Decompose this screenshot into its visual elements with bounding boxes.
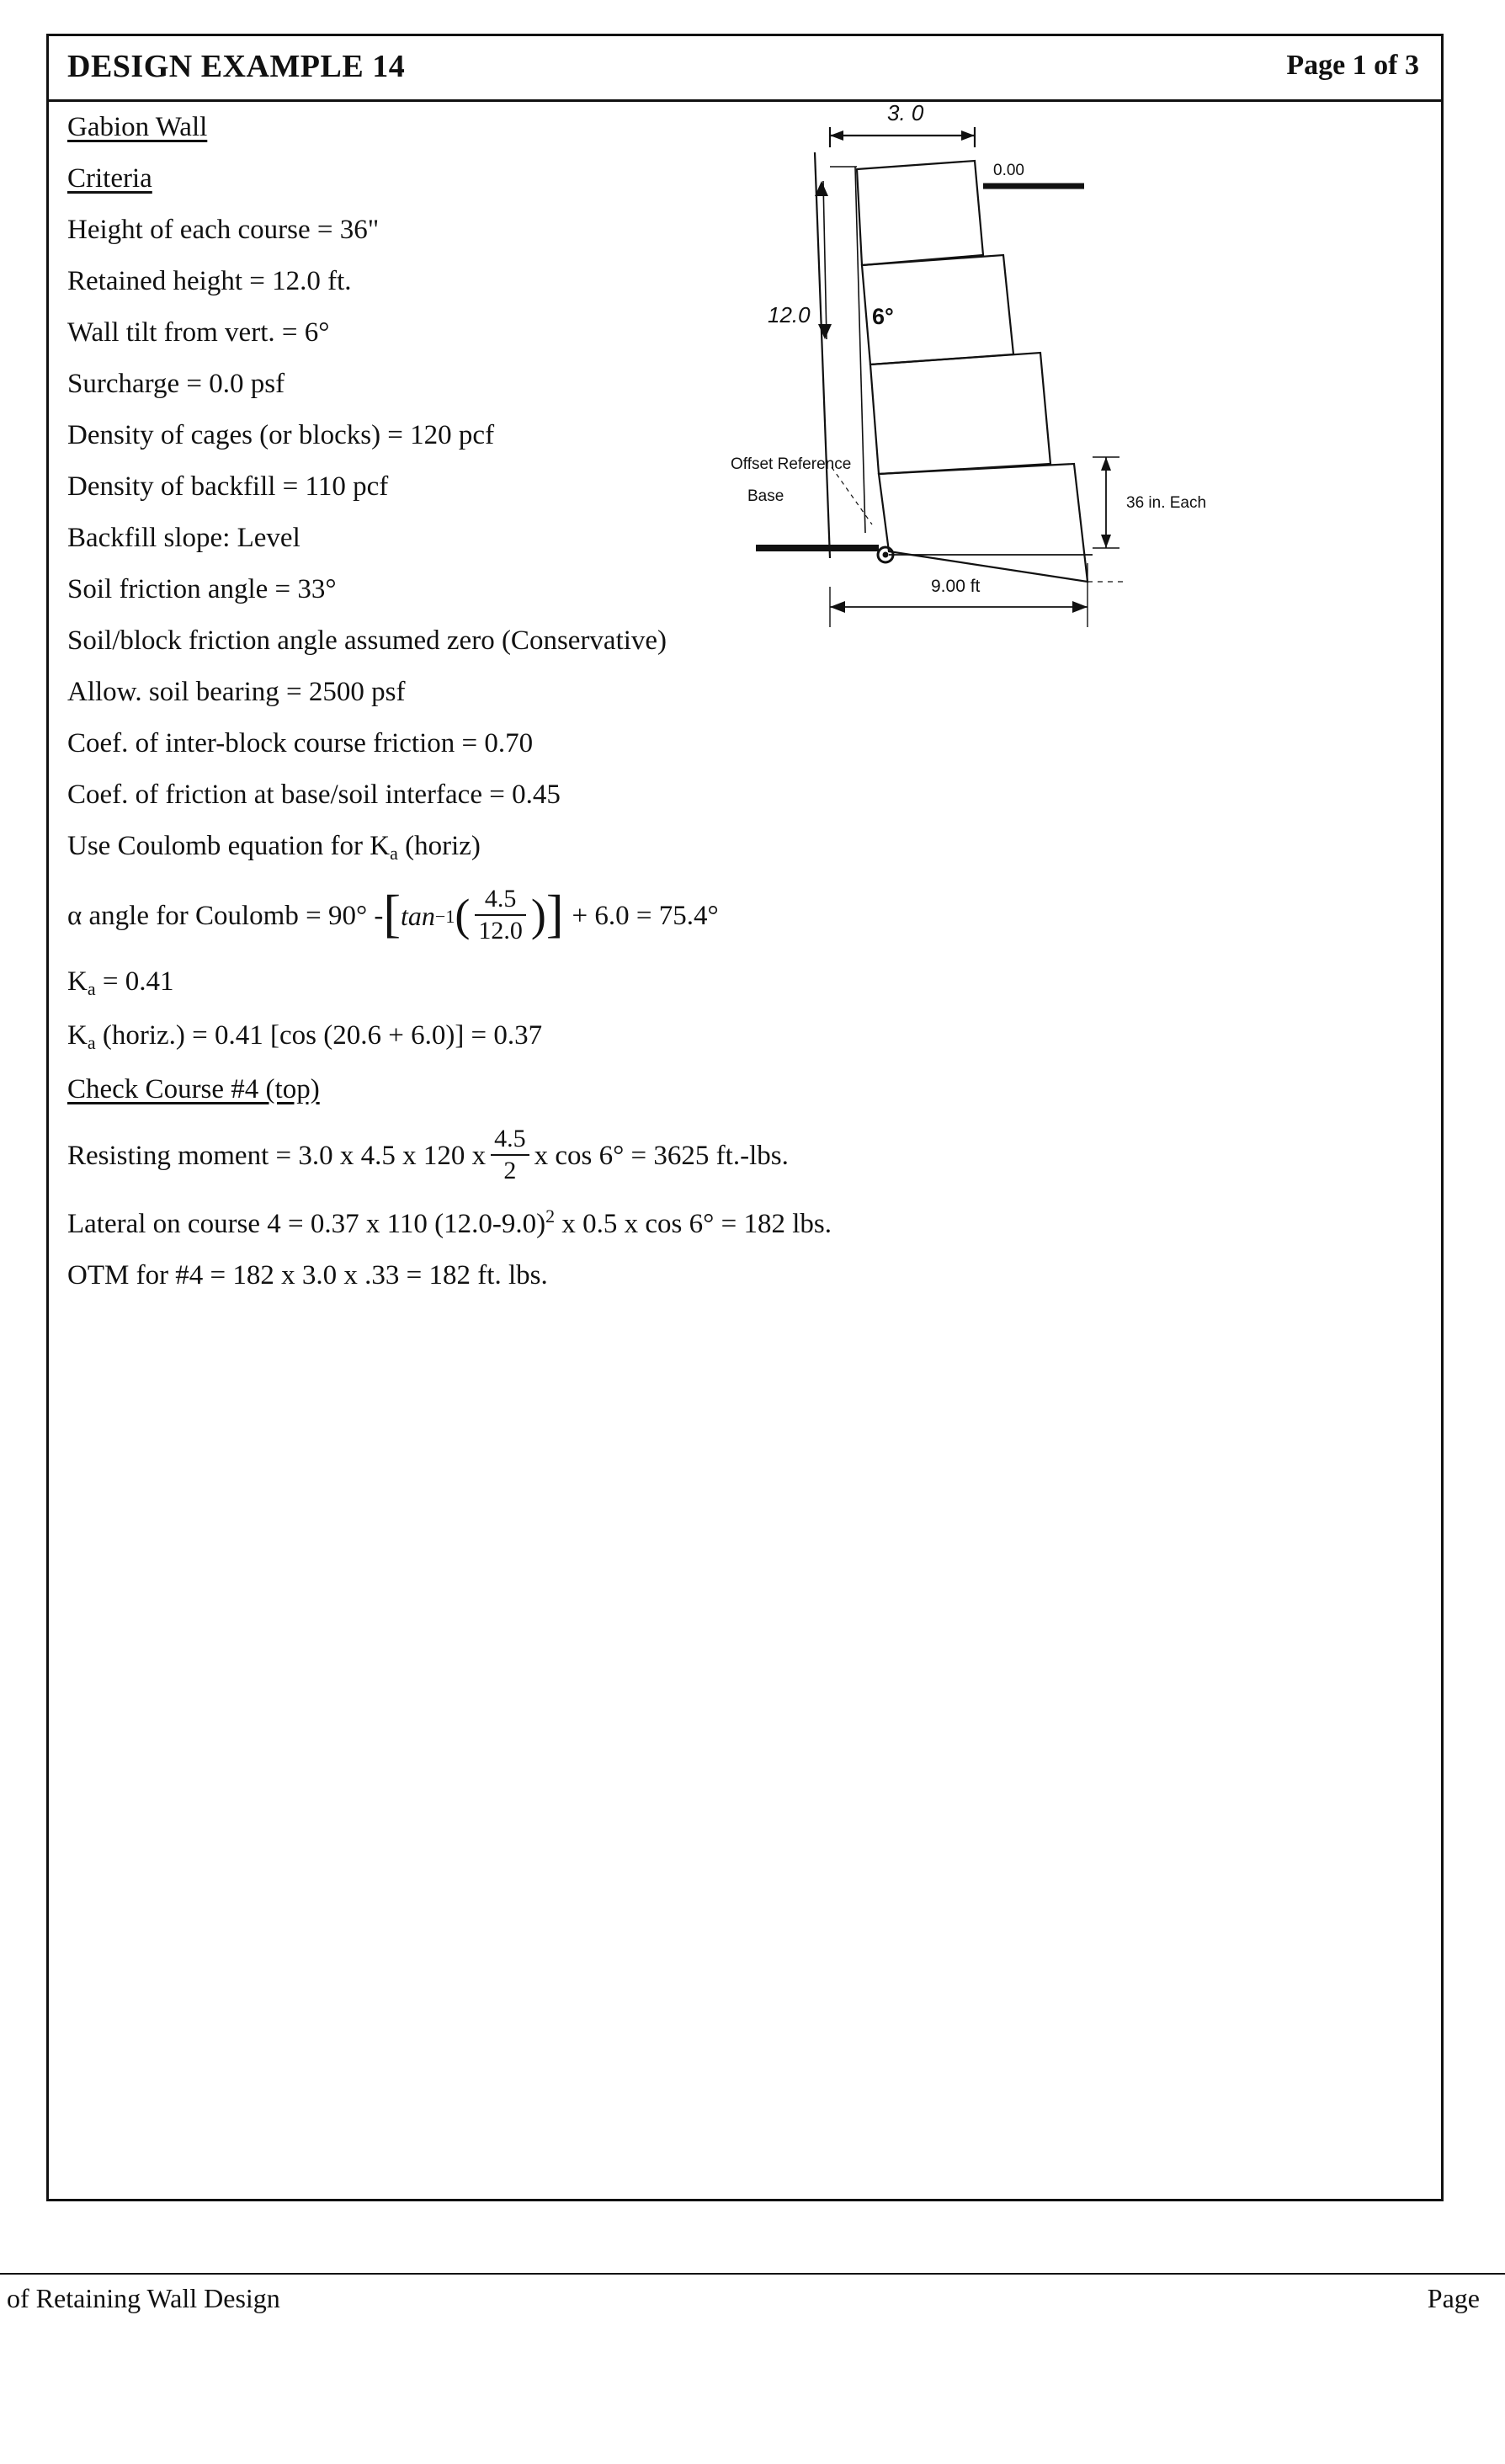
criteria-item-interblock-friction: Coef. of inter-block course friction = 0.70 bbox=[67, 728, 534, 758]
resisting-moment-equation bbox=[67, 1127, 1010, 1185]
alpha-fraction bbox=[475, 886, 526, 944]
ka-horiz-prefix: K bbox=[67, 1020, 88, 1051]
alpha-fraction-bar bbox=[475, 914, 526, 916]
section-heading-gabion-wall: Gabion Wall bbox=[67, 112, 208, 142]
lateral-lead: Lateral on course 4 = 0.37 x 110 (12.0-9.0) bbox=[67, 1209, 546, 1239]
alpha-fraction-denominator: 12.0 bbox=[478, 916, 523, 945]
label-top-elevation: 0.00 bbox=[993, 162, 1024, 179]
coulomb-note-prefix: Use Coulomb equation for K bbox=[67, 831, 391, 861]
ka-prefix: K bbox=[67, 966, 88, 997]
dim-height-arrow-mid bbox=[818, 324, 832, 339]
criteria-item-base-soil-friction: Coef. of friction at base/soil interface = 0.45 bbox=[67, 780, 561, 810]
alpha-equation-tail: + 6.0 = 75.4° bbox=[572, 901, 719, 931]
criteria-item-soil-block-friction: Soil/block friction angle assumed zero (Conservative) bbox=[67, 625, 667, 656]
ka-subscript: a bbox=[87, 978, 96, 999]
document-frame bbox=[46, 34, 1444, 2201]
criteria-item-wall-tilt: Wall tilt from vert. = 6° bbox=[67, 317, 330, 348]
alpha-equation-lead: α angle for Coulomb = 90° - bbox=[67, 901, 384, 931]
ka-horiz-suffix: (horiz.) = 0.41 [cos (20.6 + 6.0)] = 0.37 bbox=[95, 1020, 543, 1051]
dim-height-line bbox=[823, 181, 827, 339]
footer-right-text: Page bbox=[1427, 2283, 1480, 2313]
resisting-moment-fraction-bar bbox=[491, 1154, 529, 1156]
resisting-moment-fraction bbox=[491, 1126, 529, 1184]
resisting-moment-tail: x cos 6° = 3625 ft.-lbs. bbox=[534, 1141, 789, 1171]
course-2-block bbox=[870, 353, 1050, 474]
dim-arrow-left bbox=[830, 130, 843, 141]
left-paren: ( bbox=[455, 889, 471, 940]
dim-arrow-right bbox=[961, 130, 975, 141]
label-offset-reference: Offset Reference bbox=[731, 455, 852, 473]
criteria-item-backfill-slope: Backfill slope: Level bbox=[67, 523, 300, 553]
criteria-item-allowable-bearing: Allow. soil bearing = 2500 psf bbox=[67, 677, 406, 707]
vertical-reference-line bbox=[815, 152, 830, 558]
ka-suffix: = 0.41 bbox=[95, 966, 174, 997]
criteria-item-density-of-cages: Density of cages (or blocks) = 120 pcf bbox=[67, 420, 495, 450]
criteria-item-retained-height: Retained height = 12.0 ft. bbox=[67, 266, 352, 296]
dim-course-arrow-top bbox=[1101, 457, 1111, 471]
label-base-width: 9.00 ft bbox=[931, 577, 981, 596]
label-top-width: 3. 0 bbox=[887, 100, 924, 125]
tan-exponent: −1 bbox=[434, 905, 455, 927]
resisting-moment-denominator: 2 bbox=[503, 1156, 517, 1184]
dim-base-arrow-right bbox=[1072, 601, 1088, 613]
left-bracket: [ bbox=[383, 886, 402, 943]
gabion-wall-svg bbox=[731, 87, 1421, 996]
coulomb-note-subscript: a bbox=[390, 843, 398, 864]
tan-function-label: tan bbox=[401, 901, 435, 931]
toe-pivot-dot bbox=[883, 552, 889, 558]
lateral-tail: x 0.5 x cos 6° = 182 lbs. bbox=[555, 1209, 832, 1239]
ka-horiz-subscript: a bbox=[87, 1032, 96, 1053]
criteria-item-soil-friction-angle: Soil friction angle = 33° bbox=[67, 574, 337, 604]
footer-left-text: of Retaining Wall Design bbox=[7, 2283, 280, 2313]
label-retained-height: 12.0 bbox=[768, 302, 811, 327]
label-course-height: 36 in. Each bbox=[1126, 494, 1207, 512]
resisting-moment-numerator: 4.5 bbox=[494, 1125, 526, 1152]
lateral-force-equation bbox=[67, 1207, 1010, 1238]
alpha-fraction-numerator: 4.5 bbox=[484, 885, 517, 913]
section-heading-check-course: Check Course #4 (top) bbox=[67, 1074, 320, 1104]
dim-base-arrow-left bbox=[830, 601, 845, 613]
criteria-item-density-of-backfill: Density of backfill = 110 pcf bbox=[67, 471, 389, 502]
right-bracket: ] bbox=[545, 886, 564, 943]
gabion-wall-diagram bbox=[731, 87, 1421, 996]
header-page-number: Page 1 of 3 bbox=[1286, 50, 1419, 81]
section-heading-criteria: Criteria bbox=[67, 163, 152, 194]
header-title: DESIGN EXAMPLE 14 bbox=[67, 49, 406, 84]
label-tilt-angle: 6° bbox=[872, 304, 894, 329]
resisting-moment-lead: Resisting moment = 3.0 x 4.5 x 120 x bbox=[67, 1141, 487, 1171]
lateral-exponent: 2 bbox=[545, 1205, 556, 1227]
coulomb-note-suffix: (horiz) bbox=[397, 831, 481, 861]
label-base: Base bbox=[747, 487, 784, 505]
criteria-item-height-of-course: Height of each course = 36" bbox=[67, 215, 380, 245]
otm-equation: OTM for #4 = 182 x 3.0 x .33 = 182 ft. lbs. bbox=[67, 1260, 548, 1291]
criteria-item-surcharge: Surcharge = 0.0 psf bbox=[67, 369, 285, 399]
offset-reference-leader bbox=[832, 467, 872, 524]
right-paren: ) bbox=[530, 889, 546, 940]
footer-divider bbox=[0, 2273, 1505, 2275]
dim-course-arrow-bottom bbox=[1101, 535, 1111, 548]
course-1-block bbox=[879, 464, 1088, 582]
ka-horizontal-line bbox=[67, 1022, 1010, 1052]
course-4-block bbox=[857, 161, 983, 265]
